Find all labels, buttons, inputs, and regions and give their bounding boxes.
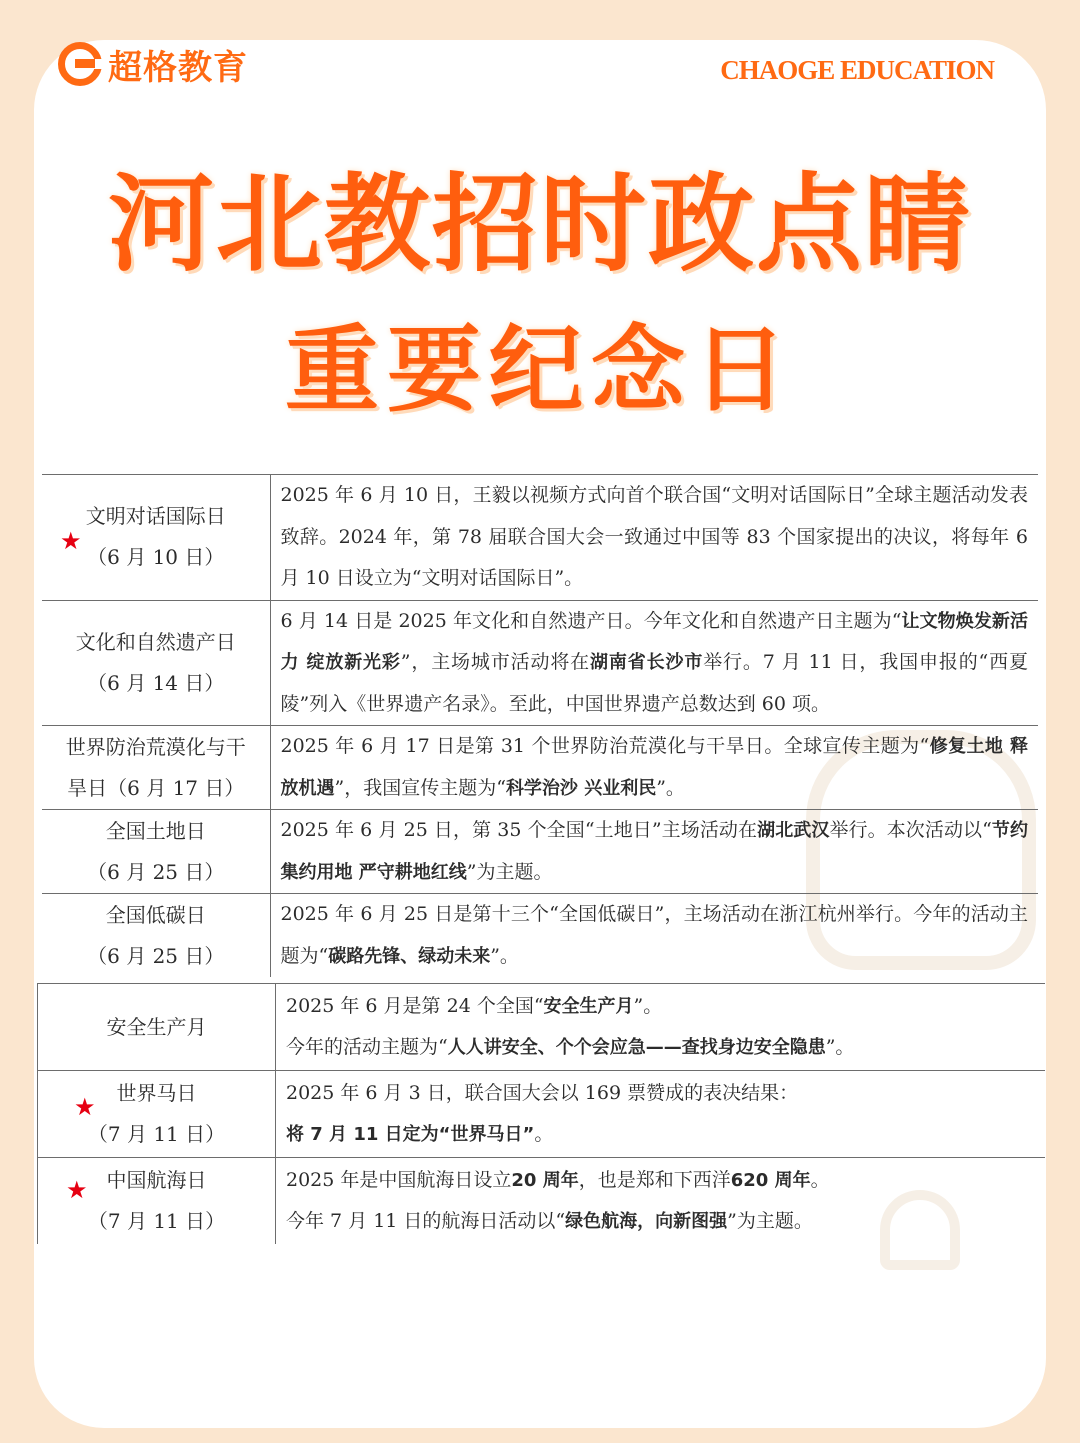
highlight-text: 让文物焕发新活力 绽放新光彩 [280,610,1028,673]
day-name: 中国航海日 [106,1168,207,1192]
brand-english-name: CHAOGE EDUCATION [720,55,994,85]
day-date: （7 月 11 日） [87,1209,226,1233]
highlight-text: 湖南省长沙市 [590,652,704,673]
description-line [286,1114,1035,1156]
day-date: （6 月 25 日） [87,859,225,884]
highlight-text: 修复土地 释放机遇 [280,736,1028,799]
description-text: 2025 年 6 月是第 24 个全国“ [286,994,544,1017]
description-text: 今年 7 月 11 日的航海日活动以“ [286,1210,566,1232]
day-date: （6 月 14 日） [87,670,225,695]
day-label [42,894,270,978]
description-text: 。 [534,1123,554,1145]
table-row [38,1158,1045,1245]
day-name: 全国低碳日 [105,902,206,927]
description-text: 2025 年 6 月 25 日，第 35 个全国“土地日”主场活动在 [280,819,758,841]
description-text: ”，我国宣传主题为“ [334,776,506,799]
table-row [42,894,1038,978]
description-text: ”。 [633,994,663,1017]
table-row [42,726,1038,810]
day-label [42,600,270,726]
day-label [38,1071,276,1158]
page-title: 河北教招时政点睛 [108,163,972,286]
table-row [42,475,1038,601]
description-text: ，也是郑和下西洋 [578,1168,731,1191]
day-date: （7 月 11 日） [87,1122,226,1146]
day-date: （6 月 10 日） [87,545,225,570]
day-name: 文明对话国际日 [85,504,226,529]
day-description [270,475,1038,601]
description-text: 。 [810,1168,830,1191]
table-row [42,810,1038,894]
day-description [270,726,1038,810]
day-description [270,600,1038,726]
highlight-text: 湖北武汉 [757,820,830,841]
day-label [38,984,276,1071]
description-text: 2025 年 6 月 17 日是第 31 个世界防治荒漠化与干旱日。全球宣传主题为“ [280,735,930,757]
description-text: ”为主题。 [727,1210,813,1232]
brand-name: 超格教育 [108,47,248,88]
day-name: 安全生产月 [106,1014,207,1039]
description-text: ”。 [825,1036,855,1058]
highlight-text: 碳路先锋、绿动未来 [328,945,491,967]
red-star-icon: ★ [60,527,82,555]
highlight-text: 人人讲安全、个个会应急——查找身边安全隐患 [447,1037,826,1058]
day-description [276,984,1045,1071]
day-description [276,1071,1045,1158]
chaoge-logo-icon [58,42,102,86]
highlight-text: 20 周年 [511,1169,579,1191]
day-date: 旱日（6 月 17 日） [67,775,245,800]
description-text: ”，主场城市活动将在 [400,651,591,673]
description-text: 2025 年 6 月 10 日，王毅以视频方式向首个联合国“文明对话国际日”全球主题活动发表致辞。2024 年，第 78 届联合国大会一致通过中国等 83 个国家提出的决议，将每年 6 月 10 日设立为“文明对话国际日”。 [280,484,1028,589]
day-name: 世界马日 [116,1081,197,1105]
description-line: 2025 年 6 月 3 日，联合国大会以 169 票赞成的表决结果： [286,1081,799,1104]
day-name: 全国土地日 [105,818,206,843]
table-row [38,1071,1045,1158]
description-text: 6 月 14 日是 2025 年文化和自然遗产日。今年文化和自然遗产日主题为“ [280,609,902,632]
day-label [42,810,270,894]
commemoration-table-2 [37,983,1045,1244]
day-date: （6 月 25 日） [87,943,225,968]
day-label [42,475,270,601]
day-description [276,1158,1045,1245]
table-row [42,600,1038,726]
highlight-text: 安全生产月 [543,995,634,1017]
description-text: ”。 [656,776,685,799]
page-subtitle: 重要纪念日 [284,316,795,425]
day-description [270,894,1038,978]
description-text: 举行。7 月 11 日，我国申报的“西夏陵”列入《世界遗产名录》。至此，中国世界遗产总数达到 60 项。 [280,651,1028,715]
highlight-text: 节约集约用地 严守耕地红线 [280,820,1029,883]
red-star-icon: ★ [66,1176,88,1204]
brand [58,42,248,86]
description-line [286,1201,1035,1243]
description-line [286,1027,1035,1069]
day-label [38,1158,276,1245]
day-description [270,810,1038,894]
description-line [286,986,1035,1028]
description-text: 2025 年是中国航海日设立 [286,1168,512,1191]
description-line [286,1160,1035,1202]
day-name: 文化和自然遗产日 [75,629,236,654]
day-name: 世界防治荒漠化与干 [65,734,246,759]
description-text: 2025 年 6 月 25 日是第十三个“全国低碳日”，主场活动在浙江杭州举行。今年的活动主题为“ [280,903,1028,967]
highlight-text: 将 7 月 11 日定为“世界马日” [286,1124,535,1145]
table-row [38,984,1045,1071]
description-text: 今年的活动主题为“ [286,1036,448,1058]
commemoration-table-1 [42,474,1038,977]
highlight-text: 科学治沙 兴业利民 [505,777,657,799]
description-text: 举行。本次活动以“ [829,819,992,841]
description-text: ”。 [490,944,519,967]
day-label [42,726,270,810]
highlight-text: 绿色航海，向新图强 [565,1211,728,1232]
red-star-icon: ★ [74,1093,96,1121]
highlight-text: 620 周年 [730,1169,811,1191]
description-text: ”为主题。 [466,860,553,883]
